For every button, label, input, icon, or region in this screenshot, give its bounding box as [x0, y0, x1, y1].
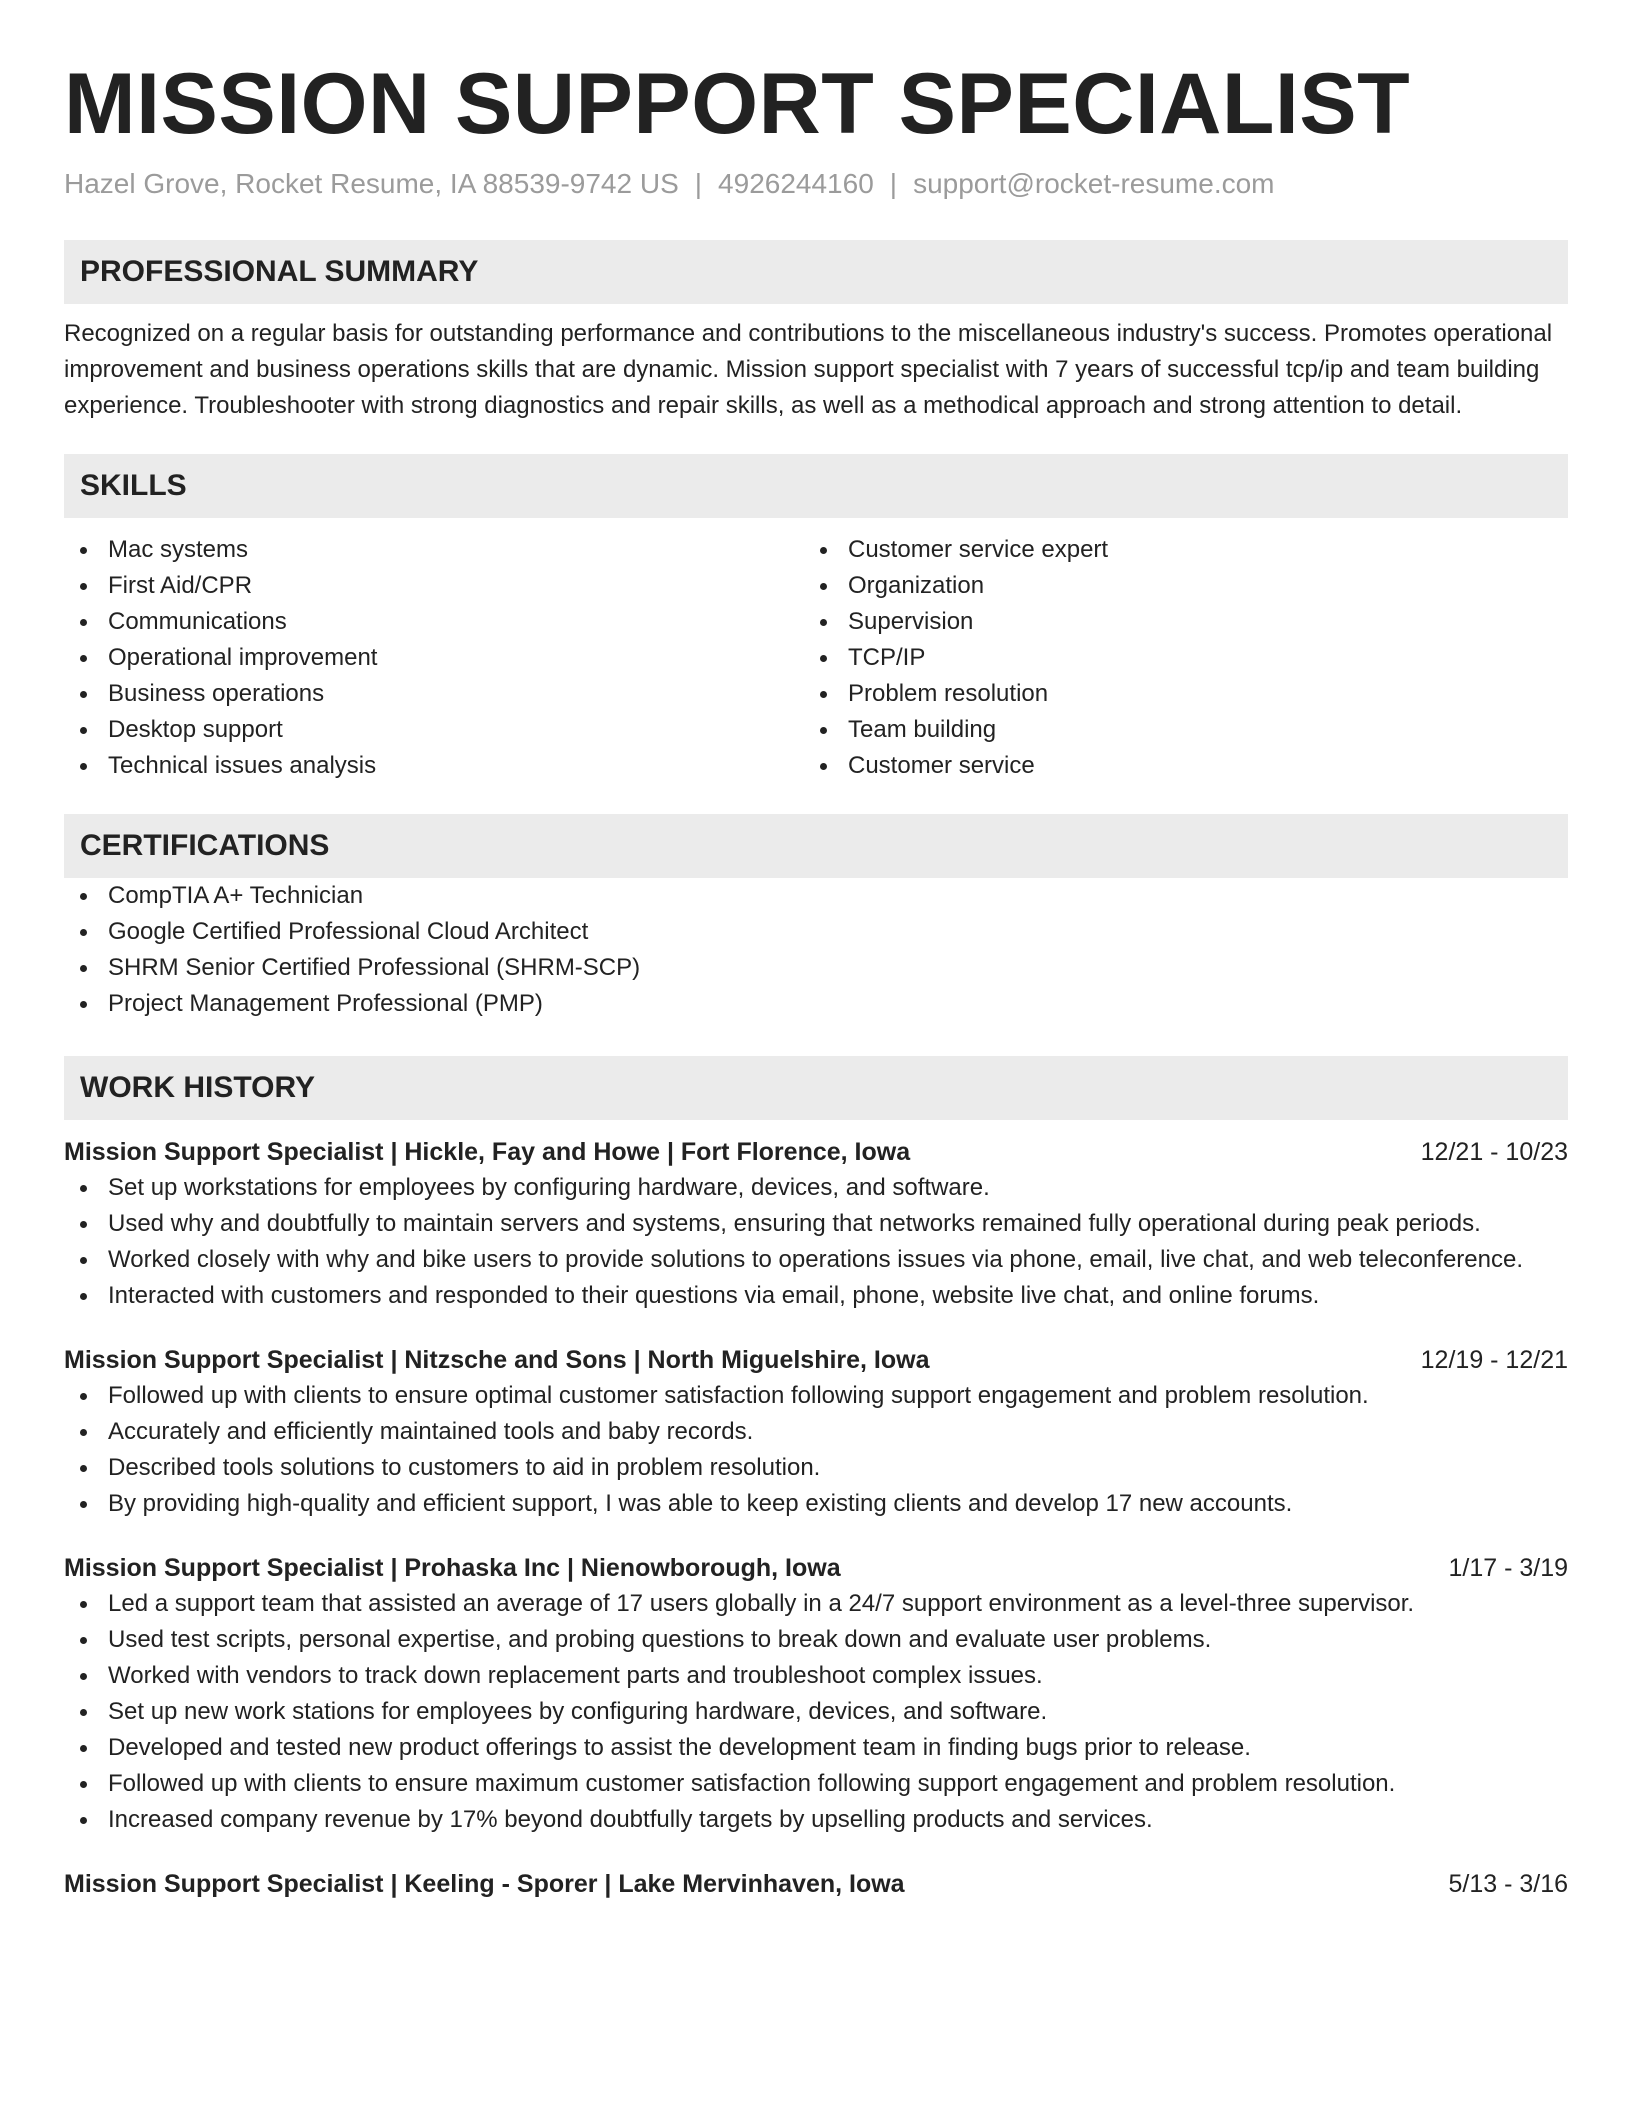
skill-item: Communications: [64, 604, 804, 640]
job-duty-item: Led a support team that assisted an average of 17 users globally in a 24/7 support environment as a level-three supervisor.: [64, 1586, 1568, 1622]
skill-item: Business operations: [64, 676, 804, 712]
job-duties-list: [64, 1378, 1568, 1522]
work-history-heading: WORK HISTORY: [64, 1056, 1568, 1120]
skills-heading: SKILLS: [64, 454, 1568, 518]
job-duty-item: Followed up with clients to ensure maximum customer satisfaction following support engagement and problem resolution.: [64, 1766, 1568, 1802]
skill-item: Operational improvement: [64, 640, 804, 676]
skill-item: Technical issues analysis: [64, 748, 804, 784]
job-header: [64, 1342, 1568, 1378]
job-duty-item: Worked with vendors to track down replacement parts and troubleshoot complex issues.: [64, 1658, 1568, 1694]
contact-separator: |: [694, 168, 703, 199]
job-header: [64, 1866, 1568, 1902]
job-duty-item: Increased company revenue by 17% beyond doubtfully targets by upselling products and services.: [64, 1802, 1568, 1838]
skill-item: Problem resolution: [804, 676, 1544, 712]
skill-item: Customer service expert: [804, 532, 1544, 568]
summary-heading: PROFESSIONAL SUMMARY: [64, 240, 1568, 304]
job-duty-item: Set up new work stations for employees by configuring hardware, devices, and software.: [64, 1694, 1568, 1730]
job-header: [64, 1134, 1568, 1170]
skill-item: Team building: [804, 712, 1544, 748]
job-title: Mission Support Specialist | Hickle, Fay and Howe | Fort Florence, Iowa: [64, 1138, 911, 1166]
certifications-heading: CERTIFICATIONS: [64, 814, 1568, 878]
certifications-list: [64, 878, 1568, 1022]
job-entry: [64, 1550, 1568, 1838]
job-duty-item: Described tools solutions to customers to aid in problem resolution.: [64, 1450, 1568, 1486]
contact-email: support@rocket-resume.com: [913, 168, 1275, 199]
job-duties-list: [64, 1170, 1568, 1314]
job-duty-item: Used why and doubtfully to maintain servers and systems, ensuring that networks remained fully operational during peak periods.: [64, 1206, 1568, 1242]
job-entry: [64, 1342, 1568, 1522]
job-dates: 1/17 - 3/19: [1448, 1554, 1568, 1582]
job-duties-list: [64, 1586, 1568, 1838]
work-history-list: [64, 1134, 1568, 1902]
summary-text: Recognized on a regular basis for outstanding performance and contributions to the miscellaneous industry's success. Promotes operational improvement and business operations skills that are dynamic. Mission support specialist with 7 years of successful tcp/ip and team building experience. Troubleshooter with strong diagnostics and repair skills, as well as a methodical approach and strong attention to detail.: [64, 320, 1553, 419]
skills-list-left: [64, 532, 804, 784]
job-duty-item: By providing high-quality and efficient support, I was able to keep existing clients and develop 17 new accounts.: [64, 1486, 1568, 1522]
skill-item: Supervision: [804, 604, 1544, 640]
certification-item: Google Certified Professional Cloud Architect: [64, 914, 1568, 950]
job-duty-item: Followed up with clients to ensure optimal customer satisfaction following support engagement and problem resolution.: [64, 1378, 1568, 1414]
job-duty-item: Worked closely with why and bike users to provide solutions to operations issues via phone, email, live chat, and web teleconference.: [64, 1242, 1568, 1278]
skills-grid: [64, 532, 1568, 784]
job-duty-item: Used test scripts, personal expertise, and probing questions to break down and evaluate user problems.: [64, 1622, 1568, 1658]
contact-separator: |: [889, 168, 898, 199]
job-duty-item: Accurately and efficiently maintained tools and baby records.: [64, 1414, 1568, 1450]
skill-item: Customer service: [804, 748, 1544, 784]
job-entry: [64, 1866, 1568, 1902]
certification-item: CompTIA A+ Technician: [64, 878, 1568, 914]
job-title: Mission Support Specialist | Keeling - Sporer | Lake Mervinhaven, Iowa: [64, 1870, 905, 1898]
skills-list-right: [804, 532, 1544, 784]
contact-phone: 4926244160: [718, 168, 874, 199]
skill-item: Mac systems: [64, 532, 804, 568]
job-dates: 5/13 - 3/16: [1448, 1870, 1568, 1898]
job-entry: [64, 1134, 1568, 1314]
skill-item: Organization: [804, 568, 1544, 604]
job-title: Mission Support Specialist | Prohaska Inc | Nienowborough, Iowa: [64, 1554, 841, 1582]
job-duty-item: Set up workstations for employees by configuring hardware, devices, and software.: [64, 1170, 1568, 1206]
contact-line: [64, 166, 1568, 202]
contact-address: Hazel Grove, Rocket Resume, IA 88539-9742 US: [64, 168, 679, 199]
job-duty-item: Interacted with customers and responded to their questions via email, phone, website live chat, and online forums.: [64, 1278, 1568, 1314]
skill-item: First Aid/CPR: [64, 568, 804, 604]
job-header: [64, 1550, 1568, 1586]
skill-item: Desktop support: [64, 712, 804, 748]
certification-item: SHRM Senior Certified Professional (SHRM-SCP): [64, 950, 1568, 986]
job-title: Mission Support Specialist | Nitzsche and Sons | North Miguelshire, Iowa: [64, 1346, 930, 1374]
job-dates: 12/19 - 12/21: [1420, 1346, 1568, 1374]
job-dates: 12/21 - 10/23: [1420, 1138, 1568, 1166]
candidate-name: MISSION SUPPORT SPECIALIST: [64, 56, 1411, 152]
certification-item: Project Management Professional (PMP): [64, 986, 1568, 1022]
job-duty-item: Developed and tested new product offerings to assist the development team in finding bugs prior to release.: [64, 1730, 1568, 1766]
skill-item: TCP/IP: [804, 640, 1544, 676]
